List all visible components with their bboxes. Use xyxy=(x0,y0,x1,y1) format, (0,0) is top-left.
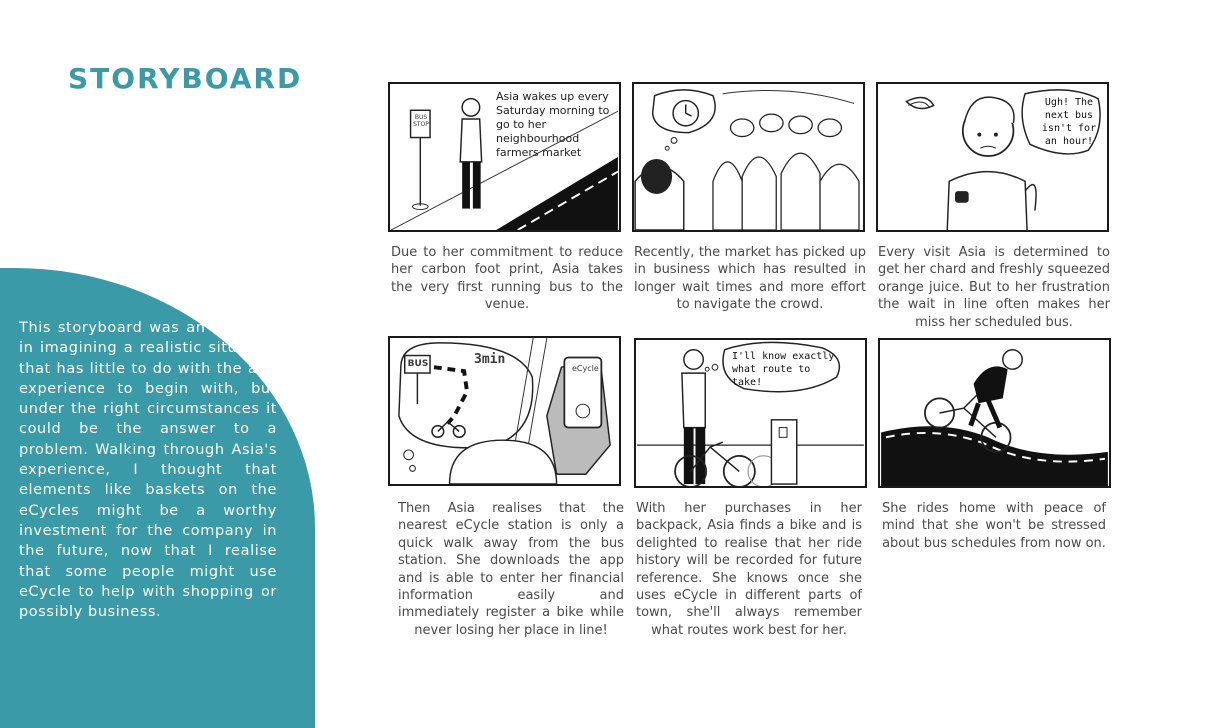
storyboard-panel-3 xyxy=(876,82,1109,232)
panel-1-narration: Asia wakes up every Saturday morning to go to her neighbourhood farmers market xyxy=(496,90,610,159)
intro-text: This storyboard was an exercise in imagining a realistic situation that has little to do with the app experience to begin with, but under the right circumstances it could be the answer to a problem. Walking through Asia's experience, I thought that elements like baskets on the eCycles might be a worthy investment for the company in the future, now that I realise that some people might use eCycle to help with shopping or possibly business. xyxy=(19,320,277,621)
panel-4-caption: Then Asia realises that the nearest eCycle station is only a quick walk away from the bus station. She downloads the app and is able to enter her financial information easily and immediately register a bike while never losing her place in line! xyxy=(398,501,624,638)
panel-6-caption: She rides home with peace of mind that she won't be stressed about bus schedules from now on. xyxy=(882,501,1106,551)
storyboard-panel-5 xyxy=(634,338,867,488)
panel-2-caption: Recently, the market has picked up in business which has resulted in longer wait times and more effort to navigate the crowd. xyxy=(634,245,866,313)
panel-3-speech-bubble: Ugh! The next bus isn't for an hour! xyxy=(1041,97,1097,147)
panel-6-illustration xyxy=(880,340,1109,486)
storyboard-panel-4 xyxy=(388,336,621,486)
bus-stop-sign: BUS STOP xyxy=(413,114,429,128)
storyboard-panel-2 xyxy=(632,82,865,232)
walk-time-label: 3min xyxy=(474,352,506,367)
panel-2-illustration xyxy=(634,84,863,230)
panel-5-speech-bubble: I'll know exactly what route to take! xyxy=(732,351,835,388)
storyboard-panel-6 xyxy=(878,338,1111,488)
panel-5-caption: With her purchases in her backpack, Asia finds a bike and is delighted to realise that her ride history will be recorded for future reference. She knows once she uses eCycle in different parts of town, she'll always remember what routes work best for her. xyxy=(636,501,862,638)
panel-3-caption: Every visit Asia is determined to get her chard and freshly squeezed orange juice. But to her frustration the wait in line often makes her miss her scheduled bus. xyxy=(878,245,1110,330)
page-title: STORYBOARD xyxy=(68,62,303,95)
bus-sign: BUS xyxy=(407,359,429,369)
ecycle-app-label: eCycle xyxy=(572,364,599,373)
storyboard-panel-1 xyxy=(388,82,621,232)
panel-1-caption: Due to her commitment to reduce her carbon foot print, Asia takes the very first running bus to the venue. xyxy=(391,245,623,313)
